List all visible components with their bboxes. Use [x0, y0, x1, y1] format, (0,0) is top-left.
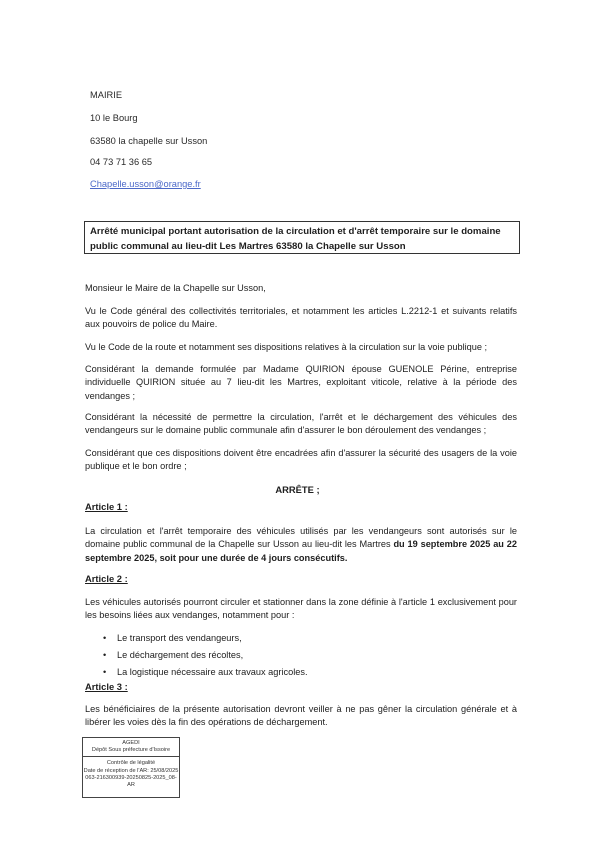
stamp-divider — [83, 756, 179, 757]
stamp-agedi: AGEDI — [122, 740, 140, 746]
preamble-vu-code-collectivites: Vu le Code général des collectivités territoriales, et notamment les articles L.2212-1 et suivants relatifs aux pouvoirs de police du Maire. — [85, 306, 517, 330]
bullet-icon: • — [103, 650, 107, 660]
list-item — [103, 630, 308, 647]
mairie-heading: MAIRIE — [90, 90, 123, 100]
article-2-list — [103, 630, 308, 681]
list-item-text: La logistique nécessaire aux travaux agricoles. — [117, 667, 308, 677]
article-2-heading: Article 2 : — [85, 573, 128, 584]
stamp-depot: Dépôt Sous préfecture d'Issoire — [91, 747, 171, 754]
address-line: 10 le Bourg — [90, 113, 138, 123]
prefecture-stamp — [82, 737, 180, 798]
article-1-text — [85, 525, 517, 565]
list-item-text: Le transport des vendangeurs, — [117, 633, 242, 643]
article-1-dates: du 19 septembre 2025 au 22 septembre 2025, soit pour une durée de 4 jours consécutifs. — [85, 539, 517, 563]
article-1-heading: Article 1 : — [85, 501, 128, 512]
bullet-icon: • — [103, 667, 107, 677]
stamp-controle: Contrôle de légalité — [106, 760, 156, 767]
list-item-text: Le déchargement des récoltes, — [117, 650, 244, 660]
bullet-icon: • — [103, 633, 107, 643]
city-line: 63580 la chapelle sur Usson — [90, 136, 208, 146]
document-title: Arrêté municipal portant autorisation de la circulation et d'arrêt temporaire sur le domaine public communal au lieu-dit Les Martres 63580 la Chapelle sur Usson — [84, 221, 520, 254]
list-item — [103, 647, 308, 664]
stamp-reception-date: Date de réception de l'AR: 25/08/2025 — [83, 767, 179, 774]
preamble-considerant-demande: Considérant la demande formulée par Madame QUIRION épouse GUENOLE Périne, entreprise individuelle QUIRION située au 7 lieu-dit les Martres, exploitant viticole, relative à la période des vendanges ; — [85, 364, 517, 401]
article-3-text: Les bénéficiaires de la présente autorisation devront veiller à ne pas gêner la circulation générale et à libérer les voies dès la fin des opérations de déchargement. — [85, 704, 517, 728]
article-1-body: La circulation et l'arrêt temporaire des véhicules utilisés par les vendangeurs sont autorisés sur le domaine public communal de la Chapelle sur Usson au lieu-dit les Martres — [85, 526, 517, 550]
list-item — [103, 664, 308, 681]
phone-line: 04 73 71 36 65 — [90, 157, 153, 167]
article-2-text: Les véhicules autorisés pourront circuler et stationner dans la zone définie à l'article 1 exclusivement pour les besoins liées aux vendanges, notamment pour : — [85, 597, 517, 621]
arrete-heading: ARRÊTE ; — [275, 484, 320, 495]
preamble-intro: Monsieur le Maire de la Chapelle sur Usson, — [85, 283, 266, 293]
email-link[interactable]: Chapelle.usson@orange.fr — [90, 179, 201, 189]
stamp-reference: 063-216300939-20250825-2025_08-AR — [85, 774, 177, 789]
preamble-considerant-necessite: Considérant la nécessité de permettre la circulation, l'arrêt et le déchargement des véhicules des vendangeurs sur le domaine public communale afin d'assurer le bon déroulement des vendanges ; — [85, 412, 517, 436]
preamble-considerant-securite: Considérant que ces dispositions doivent être encadrées afin d'assurer la sécurité des usagers de la voie publique et le bon ordre ; — [85, 448, 517, 472]
article-3-heading: Article 3 : — [85, 681, 128, 692]
preamble-vu-code-route: Vu le Code de la route et notamment ses dispositions relatives à la circulation sur la voie publique ; — [85, 342, 488, 352]
